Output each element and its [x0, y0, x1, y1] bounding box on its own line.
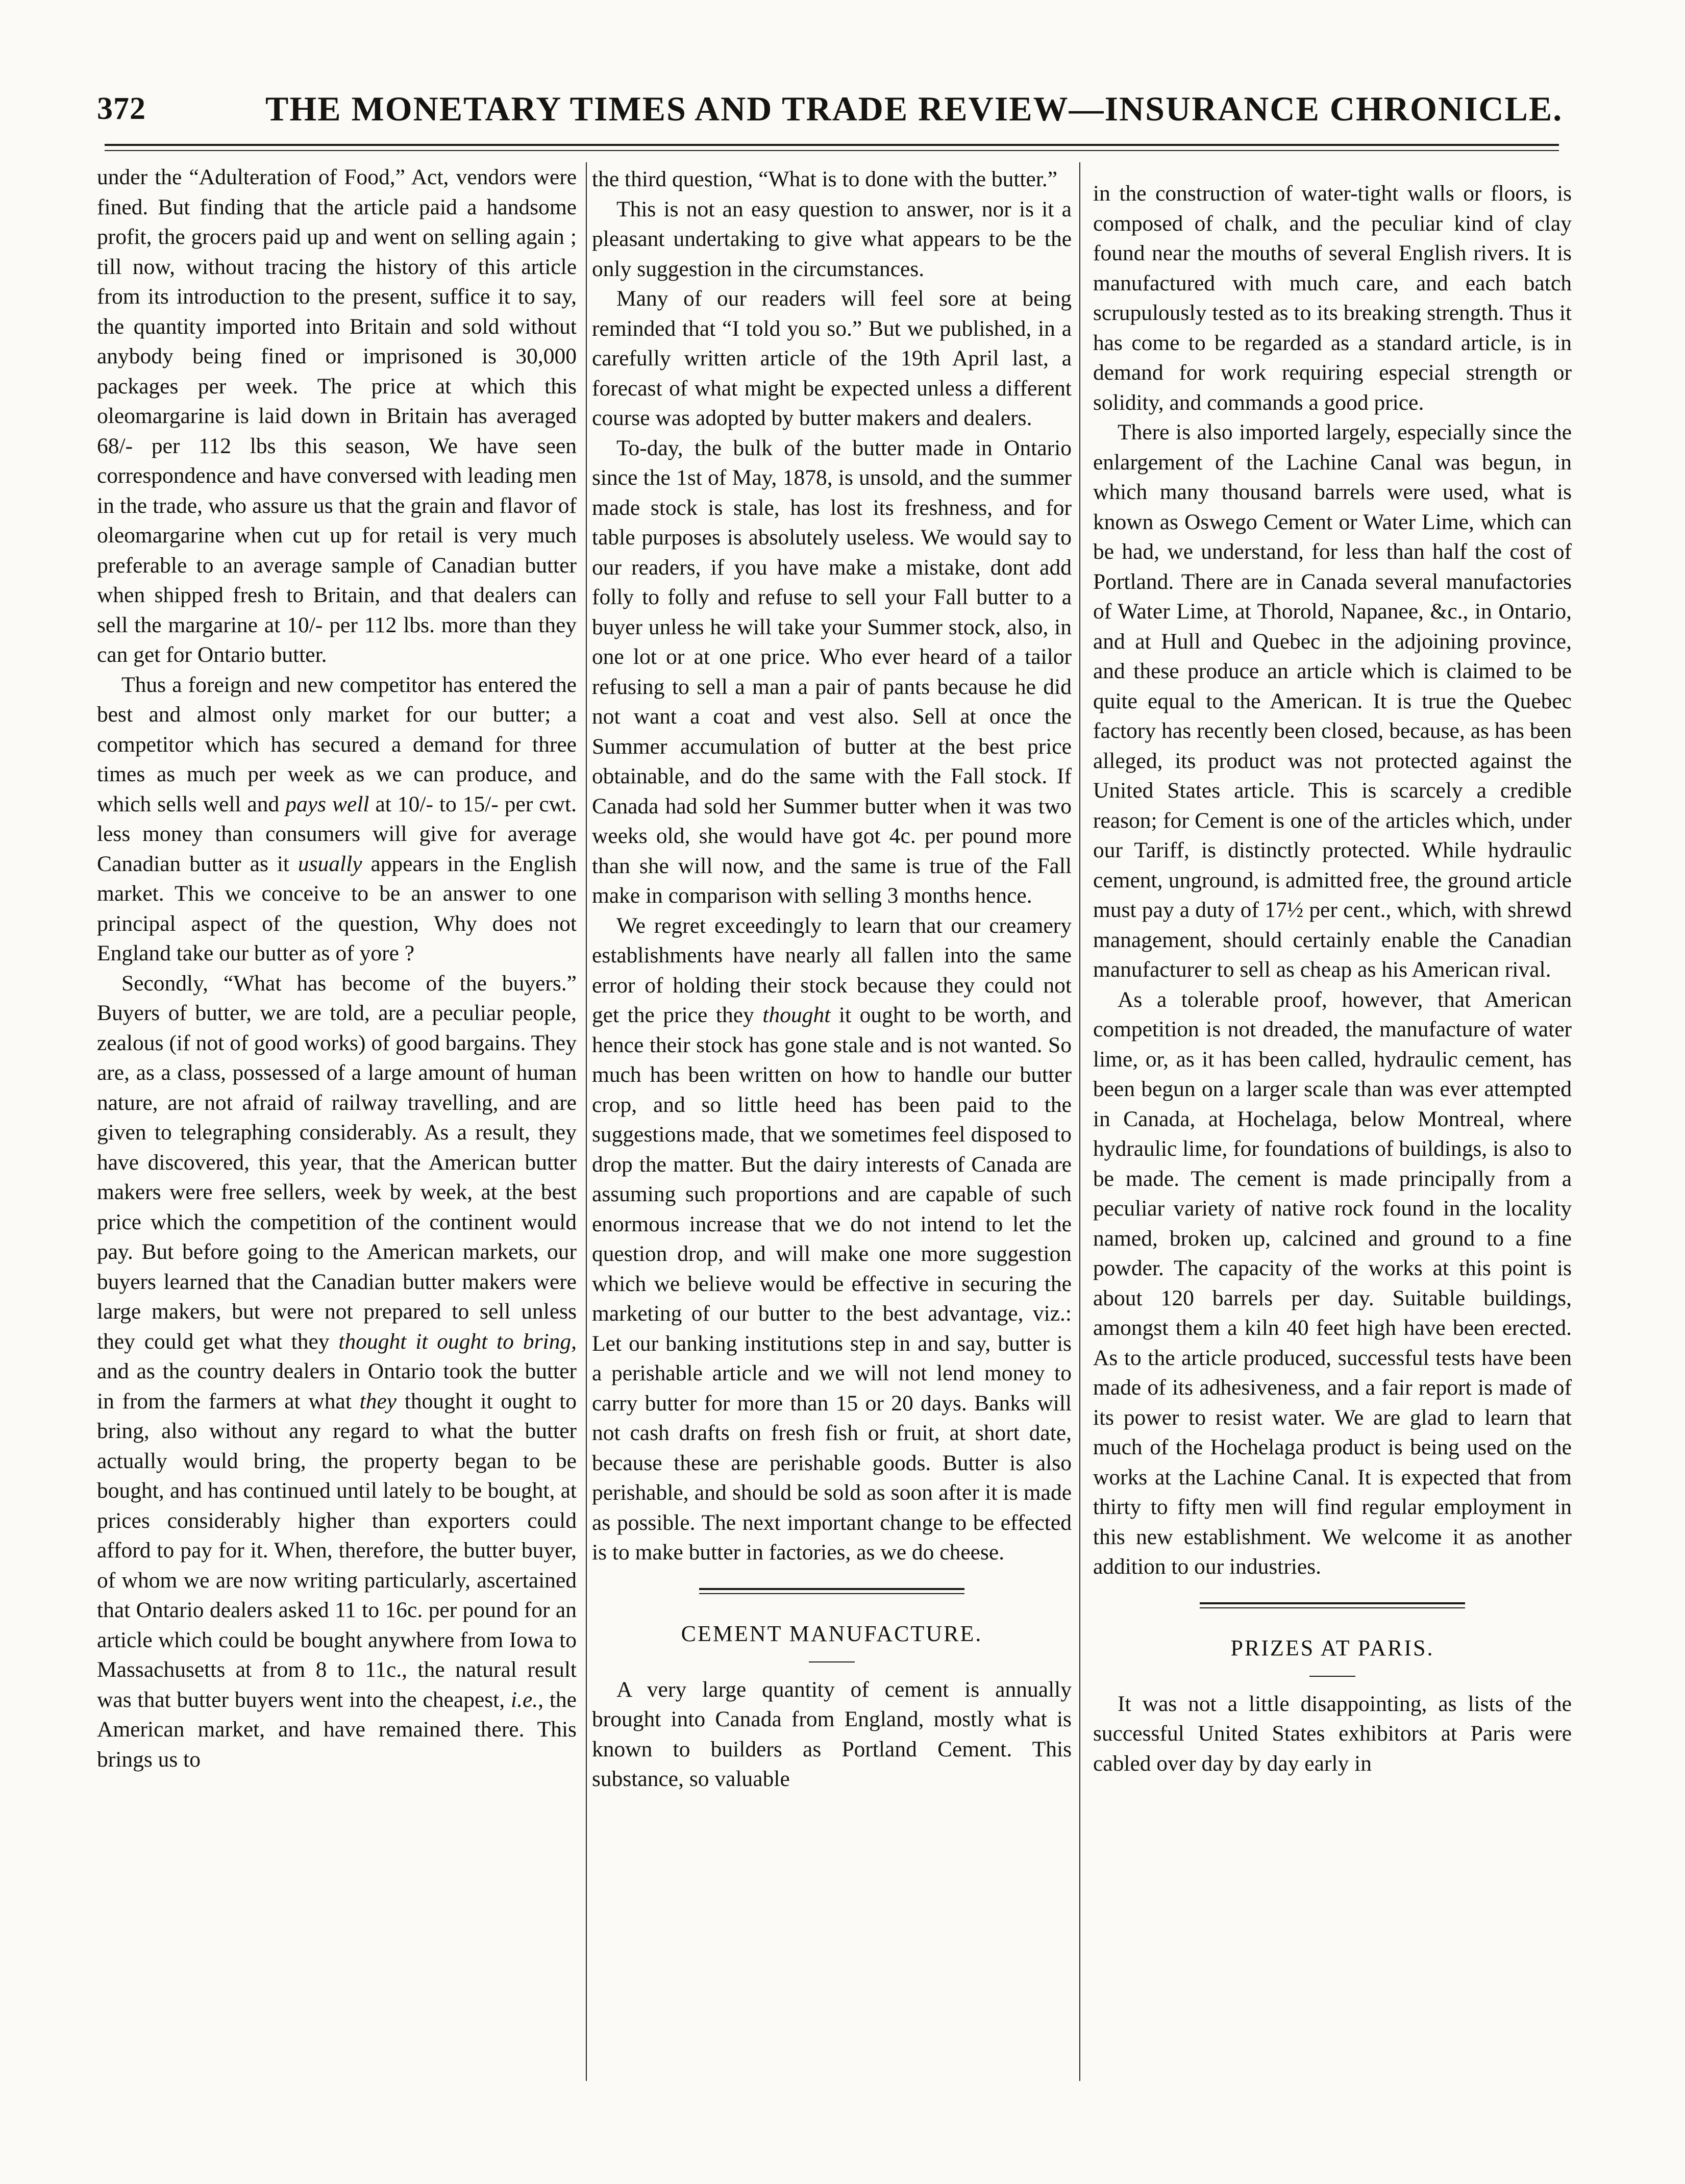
italic-run: thought [762, 1003, 831, 1027]
article-heading: PRIZES AT PARIS. [1230, 1635, 1434, 1660]
text-run: , the American market, and have remained there. This brings us to [97, 1687, 577, 1772]
text-run: it ought to be worth, and hence their stock has gone stale and is not wanted. So much has been written on how to handle our butter crop, and so little heed has been paid to the suggestions made, that we sometimes feel disposed to drop the matter. But the dairy interests of Canada are assuming such proportions and are capable of such enormous increase that we do not intend to let the question drop, and will make one more suggestion which we believe would be effective in securing the marketing of our butter to the best advantage, viz.: Let our banking institutions step in and say, butter is a perishable article and we will not lend money to carry butter for more than 15 or 20 days. Banks will not cash drafts on fresh fish or fruit, at short date, because these are perishable goods. Butter is also perishable, and should be sold as soon after it is made as possible. The next important change to be effected is to make butter in factories, as we do cheese. [592, 1003, 1072, 1565]
paragraph [97, 670, 577, 969]
italic-run: they [359, 1388, 397, 1413]
text-run: appears in the English market. This we conceive to be an answer to one principal aspect of the question, Why does not England take our butter as of yore ? [97, 851, 577, 965]
paragraph [97, 969, 577, 1775]
italic-run: thought it ought to bring, [338, 1329, 577, 1354]
page-number: 372 [97, 91, 146, 126]
paragraph [592, 911, 1072, 1568]
paragraph: To-day, the bulk of the butter made in Ontario since the 1st of May, 1878, is unsold, and the summer made stock is stale, has lost its freshness, and for table purposes is absolutely useless. We would say to our readers, if you have make a mistake, dont add folly to folly and refuse to sell your Fall butter to a buyer unless he will take your Summer stock, also, in one lot or at one price. Who ever heard of a tailor refusing to sell a man a pair of pants because he did not want a coat and vest also. Sell at once the Summer accumulation of butter at the best price obtainable, and do the same with the Fall stock. If Canada had sold her Summer butter when it was two weeks old, she would have got 4c. per pound more than she will now, and the same is true of the Fall make in comparison with selling 3 months hence. [592, 435, 1072, 908]
column-divider [586, 162, 587, 2081]
header-rule [105, 144, 1559, 146]
column-2 [592, 164, 1072, 1794]
text-run: thought it ought to bring, also without any regard to what the butter actually would bring, the property began to be bought, and has continued until lately to be bought, at prices considerably higher than exporters could afford to pay for it. When, therefore, the butter buyer, of whom we are now writing particularly, ascertained that Ontario dealers asked 11 to 16c. per pound for an article which could be bought anywhere from Iowa to Massachusetts at from 8 to 11c., the natural result was that butter buyers went into the cheapest, [97, 1388, 577, 1712]
page-header [97, 87, 1563, 148]
text-run: Thus a foreign and new competitor has entered the best and almost only market for our butter; a competitor which has secured a demand for three times as much per week as we can produce, and which sells well and [97, 672, 577, 816]
text-run: Secondly, “What has become of the buyers.” Buyers of butter, we are told, are a peculiar people, zealous (if not of good works) of good bargains. They are, as a class, possessed of a large amount of human nature, are not afraid of railway travelling, and are given to telegraphing considerably. As a result, they have discovered, this year, that the American butter makers were free sellers, week by week, at the best price which the competition of the continent would pay. But before going to the American markets, our buyers learned that the Canadian butter makers were large makers, but were not prepared to sell unless they could get what they [97, 971, 577, 1354]
paragraph: the third question, “What is to done with the butter.” [592, 167, 1058, 191]
paragraph: As a tolerable proof, however, that American competition is not dreaded, the manufacture of water lime, or, as it has been called, hydraulic cement, has been begun on a larger scale than was ever attempted in Canada, at Hochelaga, below Montreal, where hydraulic lime, for foundations of buildings, is also to be made. The cement is made principally from a peculiar variety of native rock found in the locality named, broken up, calcined and ground to a fine powder. The capacity of the works at this point is about 120 barrels per day. Suitable buildings, amongst them a kiln 40 feet high have been erected. As to the article produced, successful tests have been made of its adhesiveness, and a fair report is made of its power to resist water. We are glad to learn that much of the Hochelaga product is being used on the works at the Lachine Canal. It is expected that from thirty to fifty men will find regular employment in this new establishment. We welcome it as another addition to our industries. [1093, 987, 1572, 1579]
heading-rule [1309, 1676, 1355, 1677]
section-divider-thin [699, 1593, 964, 1594]
text-run: We regret exceedingly to learn that our creamery establishments have nearly all fallen into the same error of holding their stock because they could not get the price they [592, 913, 1072, 1027]
paragraph: Many of our readers will feel sore at being reminded that “I told you so.” But we published, in a carefully written article of the 19th April last, a forecast of what might be expected unless a different course was adopted by butter makers and dealers. [592, 286, 1072, 430]
header-rule-thin [105, 150, 1559, 151]
column-divider [1079, 162, 1080, 2081]
italic-run: pays well [285, 791, 369, 816]
text-run: at 10/- to 15/- per cwt. less money than consumers will give for average Canadian butter as it [97, 791, 577, 876]
paragraph: under the “Adulteration of Food,” Act, vendors were fined. But finding that the article paid a handsome profit, the grocers paid up and went on selling again ; till now, without tracing the history of this article from its introduction to the present, suffice it to say, the quantity imported into Britain and sold without anybody being fined or imprisoned is 30,000 packages per week. The price at which this oleomargarine is laid down in Britain has averaged 68/- per 112 lbs this season, We have seen correspondence and have conversed with leading men in the trade, who assure us that the grain and flavor of oleomargarine when cut up for retail is very much preferable to an average sample of Canadian butter when shipped fresh to Britain, and that dealers can sell the margarine at 10/- per 112 lbs. more than they can get for Ontario butter. [97, 165, 577, 667]
paragraph: A very large quantity of cement is annually brought into Canada from England, mostly what is known to builders as Portland Cement. This substance, so valuable [592, 1677, 1072, 1791]
paragraph: It was not a little disappointing, as lists of the successful United States exhibitors at Paris were cabled over day by day early in [1093, 1691, 1572, 1776]
italic-run: usually [298, 851, 362, 876]
column-3 [1093, 179, 1572, 1778]
section-divider [699, 1588, 964, 1590]
paragraph: This is not an easy question to answer, nor is it a pleasant undertaking to give what appears to be the only suggestion in the circumstances. [592, 196, 1072, 281]
section-divider [1200, 1602, 1465, 1604]
paragraph: in the construction of water-tight walls or floors, is composed of chalk, and the peculiar kind of clay found near the mouths of several English rivers. It is manufactured with much care, and each batch scrupulously tested as to its breaking strength. Thus it has come to be regarded as a standard article, is in demand for work requiring especial strength or solidity, and commands a good price. [1093, 181, 1572, 415]
heading-rule [809, 1661, 855, 1662]
article-heading: CEMENT MANUFACTURE. [681, 1621, 983, 1646]
paragraph: There is also imported largely, especially since the enlargement of the Lachine Canal was begun, in which many thousand barrels were used, what is known as Oswego Cement or Water Lime, which can be had, we understand, for less than half the cost of Portland. There are in Canada several manufactories of Water Lime, at Thorold, Napanee, &c., in Ontario, and at Hull and Quebec in the adjoining province, and these produce an article which is claimed to be quite equal to the American. It is true the Quebec factory has recently been closed, because, as has been alleged, its product was not protected against the United States article. This is scarcely a credible reason; for Cement is one of the articles which, under our Tariff, is distinctly protected. While hydraulic cement, unground, is admitted free, the ground article must pay a duty of 17½ per cent., which, with shrewd management, should certainly enable the Canadian manufacturer to sell as cheap as his American rival. [1093, 420, 1572, 982]
text-run: and as the country dealers in Ontario took the butter in from the farmers at what [97, 1359, 577, 1413]
column-1 [97, 162, 577, 1774]
italic-run: i.e. [510, 1687, 538, 1712]
running-head: THE MONETARY TIMES AND TRADE REVIEW—INSURANCE CHRONICLE. [265, 89, 1563, 128]
section-divider-thin [1200, 1607, 1465, 1608]
